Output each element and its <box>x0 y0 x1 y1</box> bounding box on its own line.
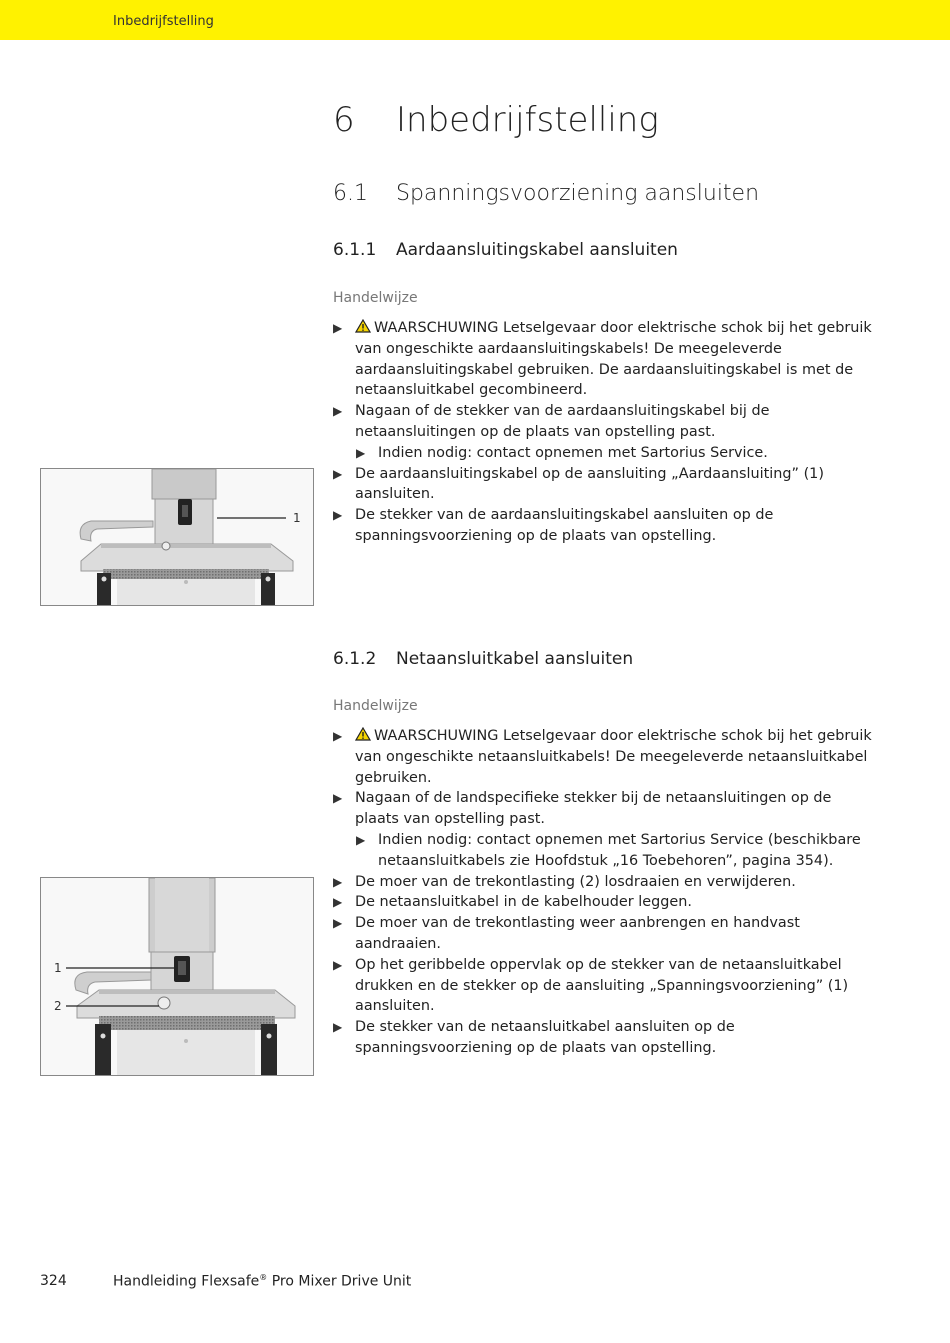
list-item <box>333 892 878 913</box>
section-number: 6.1 <box>333 181 368 206</box>
procedure-steps-1 <box>333 318 878 547</box>
mixer-drive-unit-illustration <box>41 878 313 1075</box>
list-item <box>333 443 878 464</box>
registered-mark: ® <box>259 1273 268 1282</box>
document-title-rest: Pro Mixer Drive Unit <box>267 1273 412 1290</box>
list-item <box>333 401 878 443</box>
warning-step <box>333 726 878 788</box>
section-title: Spanningsvoorziening aansluiten <box>396 181 760 206</box>
triangle-right-icon: ▶ <box>333 729 343 743</box>
list-item <box>333 955 878 1017</box>
subsection-title: Aardaansluitingskabel aansluiten <box>396 240 678 260</box>
procedure-label: Handelwijze <box>333 290 418 306</box>
warning-word: WAARSCHUWING <box>374 728 499 744</box>
procedure-label: Handelwijze <box>333 698 418 714</box>
figure-callout-2: 2 <box>54 999 62 1013</box>
step-text: De stekker van de aardaansluitingskabel aansluiten op de spanningsvoorziening op de plaats van opstelling. <box>355 507 774 544</box>
mixer-drive-unit-illustration <box>41 469 313 605</box>
list-item <box>333 1017 878 1059</box>
running-title: Inbedrijfstelling <box>113 14 214 29</box>
figure-power-connection <box>40 877 314 1076</box>
triangle-right-icon: ▶ <box>333 404 343 419</box>
subsection-number: 6.1.2 <box>333 649 377 669</box>
figure-ground-connection <box>40 468 314 606</box>
warning-triangle-icon <box>355 319 371 333</box>
list-item <box>333 464 878 506</box>
step-text: Indien nodig: contact opnemen met Sartorius Service (beschikbare netaansluitkabels zie Hoofdstuk „16 Toebehoren”, pagina 354). <box>378 831 861 869</box>
list-item <box>333 913 878 955</box>
list-item <box>333 505 878 547</box>
step-text: De moer van de trekontlasting (2) losdraaien en verwijderen. <box>355 873 796 890</box>
triangle-right-icon: ▶ <box>333 957 343 972</box>
triangle-right-icon: ▶ <box>356 832 366 847</box>
list-item <box>333 872 878 893</box>
list-item <box>333 830 878 872</box>
triangle-right-icon: ▶ <box>333 916 343 931</box>
step-text: Nagaan of de landspecifieke stekker bij de netaansluitingen op de plaats van opstelling past. <box>355 790 832 828</box>
triangle-right-icon: ▶ <box>333 895 343 910</box>
step-text: Nagaan of de stekker van de aardaansluitingskabel bij de netaansluitingen op de plaats van opstelling past. <box>355 403 770 440</box>
warning-triangle-icon <box>355 727 371 741</box>
triangle-right-icon: ▶ <box>333 791 343 806</box>
step-text: Indien nodig: contact opnemen met Sartorius Service. <box>378 444 768 461</box>
triangle-right-icon: ▶ <box>333 508 343 523</box>
step-text: De moer van de trekontlasting weer aanbrengen en handvast aandraaien. <box>355 915 800 952</box>
warning-text: Letselgevaar door elektrische schok bij het gebruik van ongeschikte netaansluitkabels! De meegeleverde netaansluitkabel gebruiken. <box>355 728 872 786</box>
document-title-main: Handleiding Flexsafe <box>113 1273 260 1290</box>
triangle-right-icon: ▶ <box>333 1020 343 1035</box>
document-title <box>113 1273 411 1290</box>
procedure-steps-2 <box>333 726 878 1059</box>
header-band <box>0 0 950 40</box>
chapter-title: Inbedrijfstelling <box>396 100 659 140</box>
triangle-right-icon: ▶ <box>356 445 366 460</box>
subsection-number: 6.1.1 <box>333 240 377 260</box>
figure-callout-1: 1 <box>54 961 62 975</box>
step-text: De stekker van de netaansluitkabel aansluiten op de spanningsvoorziening op de plaats van opstelling. <box>355 1019 735 1056</box>
step-text: De netaansluitkabel in de kabelhouder leggen. <box>355 894 692 911</box>
subsection-title: Netaansluitkabel aansluiten <box>396 649 634 669</box>
chapter-number: 6 <box>333 100 355 140</box>
step-text: Op het geribbelde oppervlak op de stekker van de netaansluitkabel drukken en de stekker op de aansluiting „Spanningsvoorziening” (1) aansluiten. <box>355 956 849 1015</box>
triangle-right-icon: ▶ <box>333 321 343 335</box>
page-number: 324 <box>40 1273 67 1289</box>
triangle-right-icon: ▶ <box>333 466 343 481</box>
triangle-right-icon: ▶ <box>333 874 343 889</box>
figure-callout-1: 1 <box>293 511 301 525</box>
step-text: De aardaansluitingskabel op de aansluiting „Aardaansluiting” (1) aansluiten. <box>355 465 824 503</box>
list-item <box>333 788 878 830</box>
warning-text: Letselgevaar door elektrische schok bij het gebruik van ongeschikte aardaansluitingskabels! De meegeleverde aardaansluitingskabel gebruiken. De aardaansluitingskabel is met de netaansluitkabel gecombineerd. <box>355 320 872 399</box>
warning-step <box>333 318 878 401</box>
warning-word: WAARSCHUWING <box>374 320 499 336</box>
